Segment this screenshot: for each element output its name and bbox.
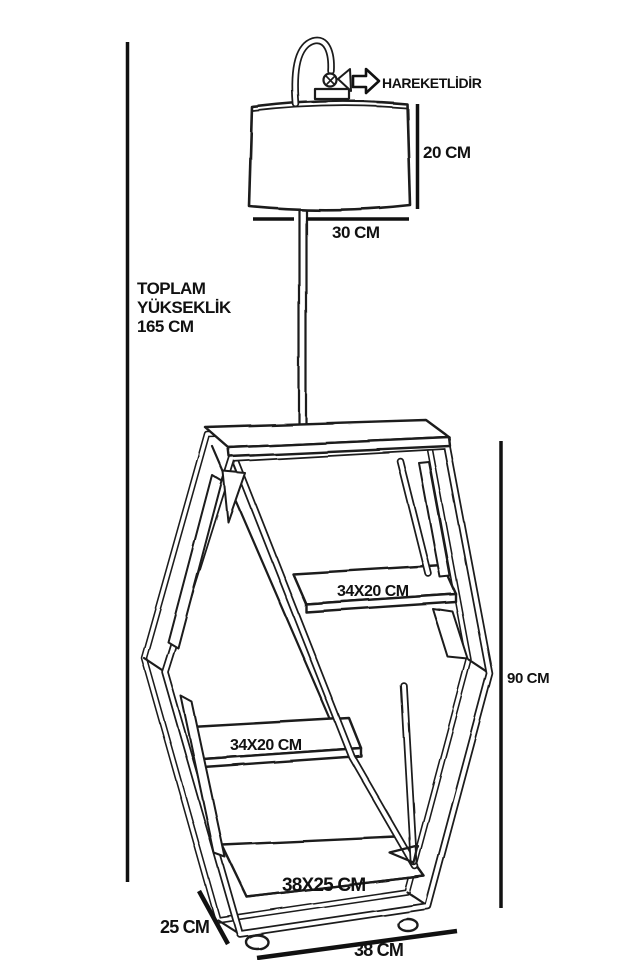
- movable-arrow-icon: [353, 69, 379, 93]
- unit-depth-label: 25 CM: [160, 917, 210, 937]
- wing-nut: [338, 69, 351, 91]
- gooseneck-arm: [295, 40, 351, 104]
- unit-width-label: 38 CM: [354, 940, 404, 960]
- lamp-pole: [299, 209, 306, 427]
- shade-height-label: 20 CM: [423, 143, 471, 162]
- movable-label: HAREKETLİDİR: [382, 75, 482, 91]
- svg-text:TOPLAM: TOPLAM: [137, 279, 206, 298]
- svg-text:YÜKSEKLİK: YÜKSEKLİK: [137, 298, 231, 317]
- furniture-sketch: [144, 40, 490, 949]
- lamp-shade: [249, 101, 410, 210]
- bottom-shelf-size-label: 38X25 CM: [282, 875, 366, 896]
- arm-base-fitting: [315, 89, 349, 99]
- svg-text:165 CM: 165 CM: [137, 317, 194, 336]
- diagonal-braces: [233, 455, 428, 866]
- middle-shelf-size-label: 34X20 CM: [230, 737, 302, 754]
- unit-height-label: 90 CM: [507, 670, 550, 687]
- shade-width-label: 30 CM: [332, 223, 380, 242]
- top-shelf-size-label: 34X20 CM: [337, 583, 409, 600]
- total-height-label: [137, 279, 232, 336]
